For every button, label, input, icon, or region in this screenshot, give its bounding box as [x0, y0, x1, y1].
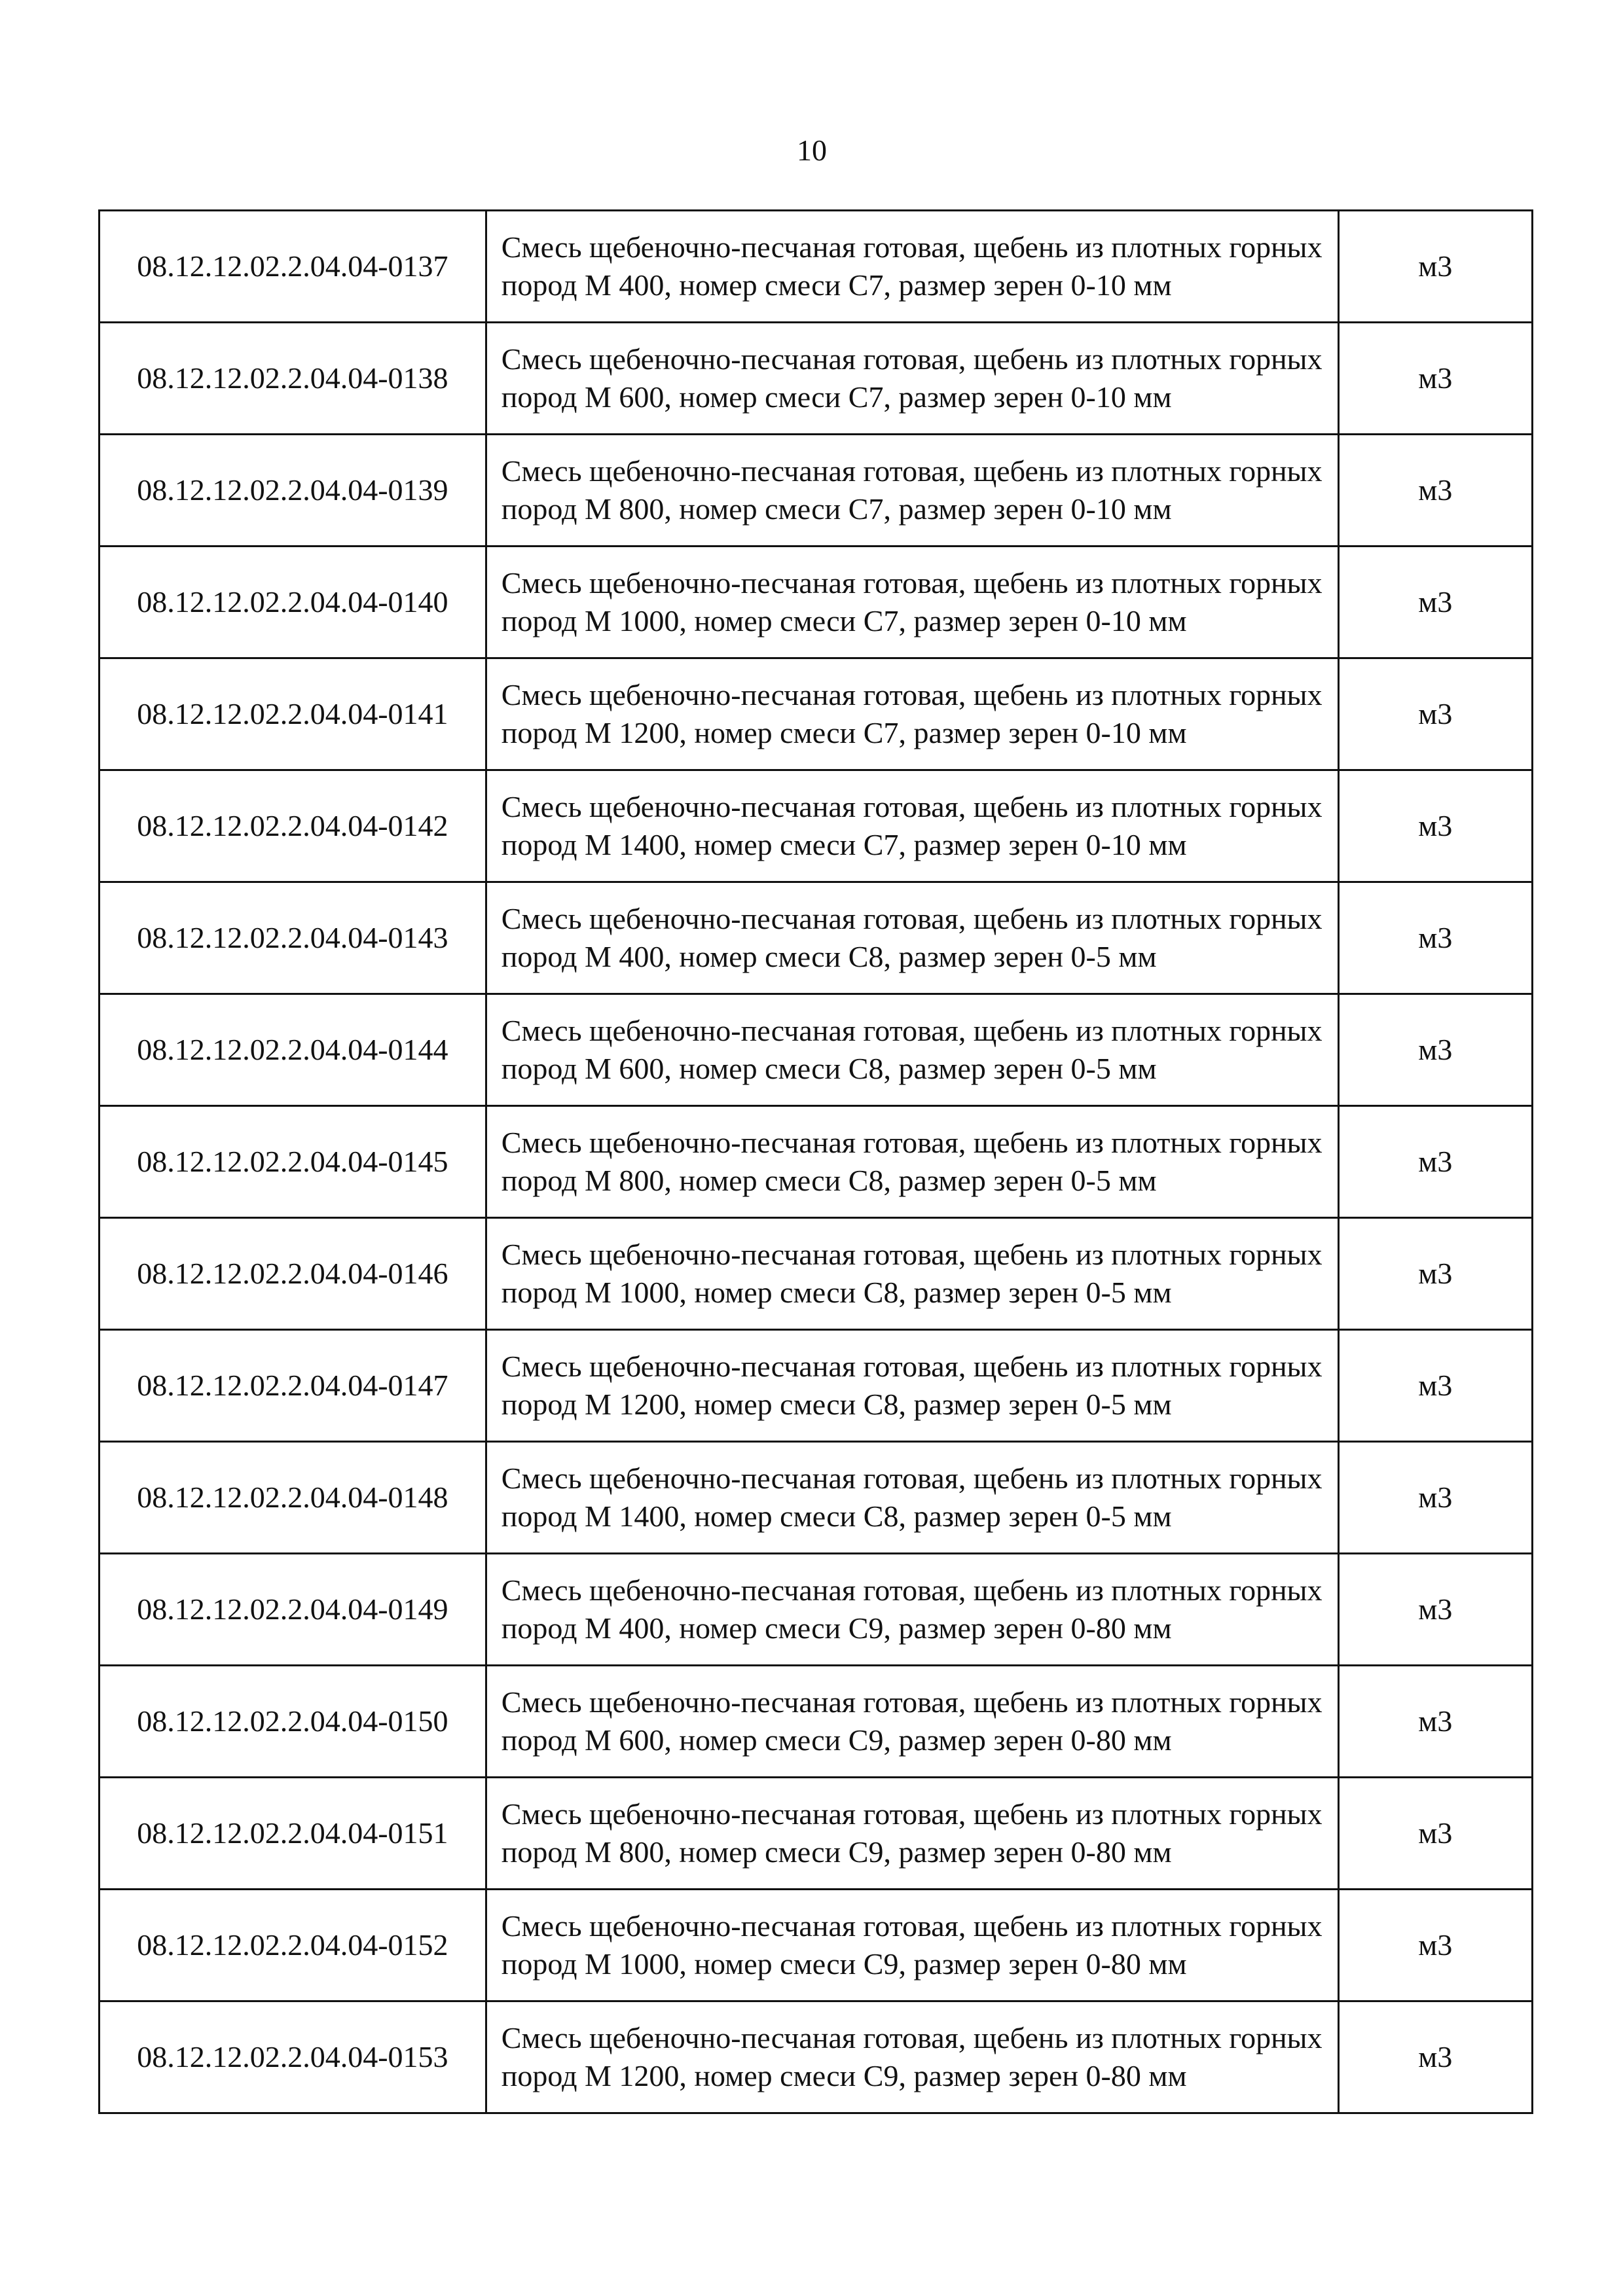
code-cell: 08.12.12.02.2.04.04-0145: [100, 1106, 486, 1218]
code-cell: 08.12.12.02.2.04.04-0142: [100, 770, 486, 882]
code-cell: 08.12.12.02.2.04.04-0137: [100, 211, 486, 323]
unit-cell: м3: [1338, 2001, 1532, 2113]
table-row: [100, 211, 1533, 323]
code-cell: 08.12.12.02.2.04.04-0153: [100, 2001, 486, 2113]
table-row: [100, 658, 1533, 770]
unit-cell: м3: [1338, 1666, 1532, 1778]
unit-cell: м3: [1338, 1554, 1532, 1666]
unit-cell: м3: [1338, 435, 1532, 547]
description-cell: Смесь щебеночно-песчаная готовая, щебень из плотных горных пород М 800, номер смеси С8, размер зерен 0-5 мм: [486, 1106, 1338, 1218]
description-cell: Смесь щебеночно-песчаная готовая, щебень из плотных горных пород М 800, номер смеси С9, размер зерен 0-80 мм: [486, 1778, 1338, 1890]
code-cell: 08.12.12.02.2.04.04-0144: [100, 994, 486, 1106]
description-cell: Смесь щебеночно-песчаная готовая, щебень из плотных горных пород М 1000, номер смеси С9, размер зерен 0-80 мм: [486, 1890, 1338, 2001]
table-row: [100, 435, 1533, 547]
table-row: [100, 547, 1533, 658]
code-cell: 08.12.12.02.2.04.04-0141: [100, 658, 486, 770]
description-cell: Смесь щебеночно-песчаная готовая, щебень из плотных горных пород М 600, номер смеси С8, размер зерен 0-5 мм: [486, 994, 1338, 1106]
description-cell: Смесь щебеночно-песчаная готовая, щебень из плотных горных пород М 1400, номер смеси С8, размер зерен 0-5 мм: [486, 1442, 1338, 1554]
code-cell: 08.12.12.02.2.04.04-0139: [100, 435, 486, 547]
table-row: [100, 994, 1533, 1106]
materials-table-body: [100, 211, 1533, 2113]
code-cell: 08.12.12.02.2.04.04-0152: [100, 1890, 486, 2001]
code-cell: 08.12.12.02.2.04.04-0140: [100, 547, 486, 658]
unit-cell: м3: [1338, 211, 1532, 323]
table-row: [100, 1778, 1533, 1890]
table-row: [100, 2001, 1533, 2113]
code-cell: 08.12.12.02.2.04.04-0146: [100, 1218, 486, 1330]
code-cell: 08.12.12.02.2.04.04-0138: [100, 323, 486, 435]
code-cell: 08.12.12.02.2.04.04-0150: [100, 1666, 486, 1778]
unit-cell: м3: [1338, 994, 1532, 1106]
code-cell: 08.12.12.02.2.04.04-0148: [100, 1442, 486, 1554]
description-cell: Смесь щебеночно-песчаная готовая, щебень из плотных горных пород М 400, номер смеси С9, размер зерен 0-80 мм: [486, 1554, 1338, 1666]
code-cell: 08.12.12.02.2.04.04-0151: [100, 1778, 486, 1890]
description-cell: Смесь щебеночно-песчаная готовая, щебень из плотных горных пород М 1000, номер смеси С7, размер зерен 0-10 мм: [486, 547, 1338, 658]
table-row: [100, 1554, 1533, 1666]
table-row: [100, 1890, 1533, 2001]
description-cell: Смесь щебеночно-песчаная готовая, щебень из плотных горных пород М 1400, номер смеси С7, размер зерен 0-10 мм: [486, 770, 1338, 882]
description-cell: Смесь щебеночно-песчаная готовая, щебень из плотных горных пород М 600, номер смеси С9, размер зерен 0-80 мм: [486, 1666, 1338, 1778]
description-cell: Смесь щебеночно-песчаная готовая, щебень из плотных горных пород М 1200, номер смеси С8, размер зерен 0-5 мм: [486, 1330, 1338, 1442]
table-row: [100, 1218, 1533, 1330]
description-cell: Смесь щебеночно-песчаная готовая, щебень из плотных горных пород М 600, номер смеси С7, размер зерен 0-10 мм: [486, 323, 1338, 435]
code-cell: 08.12.12.02.2.04.04-0149: [100, 1554, 486, 1666]
table-row: [100, 1442, 1533, 1554]
table-row: [100, 1666, 1533, 1778]
unit-cell: м3: [1338, 658, 1532, 770]
code-cell: 08.12.12.02.2.04.04-0147: [100, 1330, 486, 1442]
description-cell: Смесь щебеночно-песчаная готовая, щебень из плотных горных пород М 800, номер смеси С7, размер зерен 0-10 мм: [486, 435, 1338, 547]
unit-cell: м3: [1338, 1890, 1532, 2001]
description-cell: Смесь щебеночно-песчаная готовая, щебень из плотных горных пород М 400, номер смеси С8, размер зерен 0-5 мм: [486, 882, 1338, 994]
table-row: [100, 1106, 1533, 1218]
materials-table: [98, 209, 1533, 2114]
description-cell: Смесь щебеночно-песчаная готовая, щебень из плотных горных пород М 400, номер смеси С7, размер зерен 0-10 мм: [486, 211, 1338, 323]
table-row: [100, 770, 1533, 882]
unit-cell: м3: [1338, 1106, 1532, 1218]
unit-cell: м3: [1338, 1778, 1532, 1890]
page-number: 10: [797, 134, 827, 167]
description-cell: Смесь щебеночно-песчаная готовая, щебень из плотных горных пород М 1200, номер смеси С9, размер зерен 0-80 мм: [486, 2001, 1338, 2113]
unit-cell: м3: [1338, 1442, 1532, 1554]
description-cell: Смесь щебеночно-песчаная готовая, щебень из плотных горных пород М 1000, номер смеси С8, размер зерен 0-5 мм: [486, 1218, 1338, 1330]
unit-cell: м3: [1338, 547, 1532, 658]
table-row: [100, 1330, 1533, 1442]
code-cell: 08.12.12.02.2.04.04-0143: [100, 882, 486, 994]
unit-cell: м3: [1338, 770, 1532, 882]
unit-cell: м3: [1338, 323, 1532, 435]
table-row: [100, 323, 1533, 435]
unit-cell: м3: [1338, 882, 1532, 994]
unit-cell: м3: [1338, 1218, 1532, 1330]
unit-cell: м3: [1338, 1330, 1532, 1442]
table-row: [100, 882, 1533, 994]
description-cell: Смесь щебеночно-песчаная готовая, щебень из плотных горных пород М 1200, номер смеси С7, размер зерен 0-10 мм: [486, 658, 1338, 770]
